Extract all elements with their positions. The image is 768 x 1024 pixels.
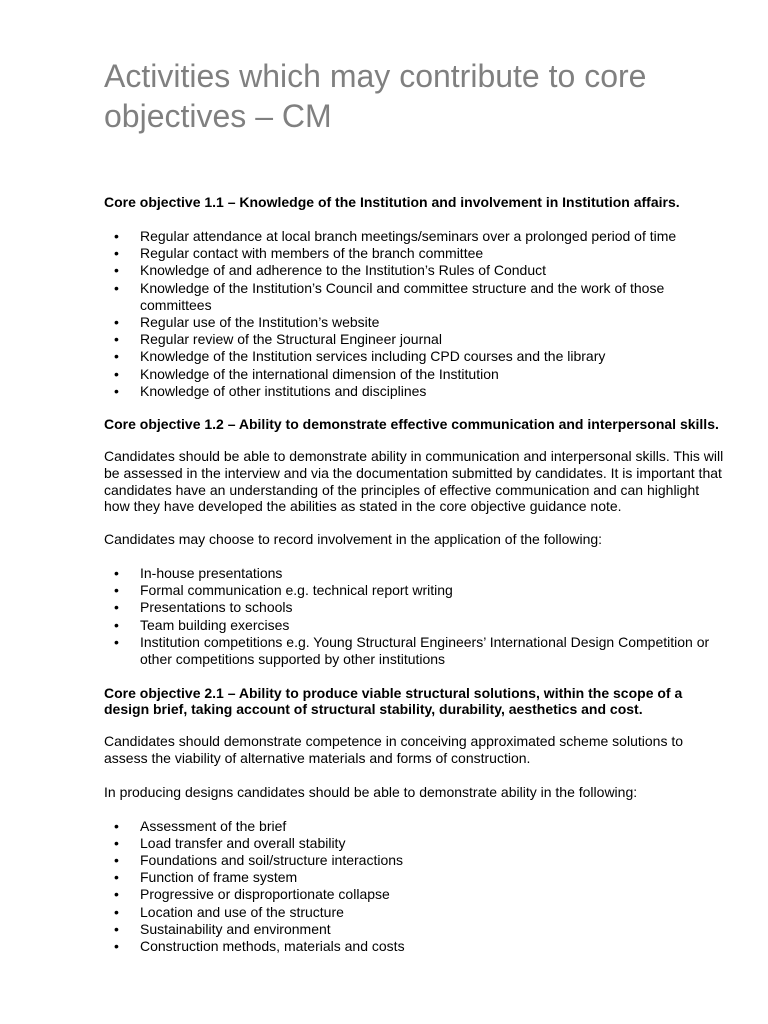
bullet-icon: • [114, 348, 119, 365]
bullet-icon: • [114, 314, 119, 331]
list-item: • Assessment of the brief [114, 817, 287, 834]
body-paragraph: Candidates may choose to record involvement in the application of the following: [104, 531, 603, 548]
body-paragraph: Candidates should be able to demonstrate ability in communication and interpersonal skills. This will be assessed in the interview and via the documentation submitted by candidates. It is important that candidates have an understanding of the principles of effective communication and can highlight how they have developed the abilities as stated in the core objective guidance note. [104, 448, 724, 515]
list-item: • Knowledge of the Institution’s Council and committee structure and the work of those committees [114, 279, 665, 313]
bullet-icon: • [114, 228, 119, 244]
list-item: • Regular contact with members of the branch committee [114, 245, 484, 262]
body-paragraph: Candidates should demonstrate competence in conceiving approximated scheme solutions to assess the viability of alternative materials and forms of construction. [104, 733, 684, 767]
bullet-icon: • [114, 920, 119, 937]
bullet-list [104, 818, 724, 956]
bullet-icon: • [114, 886, 119, 903]
section-core-objective-1-2 [104, 416, 724, 668]
body-paragraph: In producing designs candidates should be able to demonstrate ability in the following: [104, 783, 638, 800]
bullet-icon: • [114, 834, 119, 851]
section-heading: Core objective 1.2 – Ability to demonstrate effective communication and interpersonal skills. [104, 416, 719, 433]
page-title: Activities which may contribute to core objectives – CM [104, 58, 647, 134]
bullet-icon: • [114, 262, 119, 279]
section-heading: Core objective 1.1 – Knowledge of the Institution and involvement in Institution affairs. [104, 194, 680, 210]
list-item: • Formal communication e.g. technical report writing [114, 582, 453, 599]
list-item: • Knowledge of the Institution services including CPD courses and the library [114, 348, 606, 365]
list-item: • Regular review of the Structural Engineer journal [114, 331, 442, 348]
list-item: • Load transfer and overall stability [114, 834, 346, 851]
bullet-icon: • [114, 565, 119, 582]
bullet-icon: • [114, 633, 119, 650]
list-item: • Presentations to schools [114, 599, 293, 616]
list-item: • Foundations and soil/structure interactions [114, 852, 404, 869]
list-item: • Team building exercises [114, 616, 290, 633]
bullet-icon: • [114, 382, 119, 399]
list-item: • Regular attendance at local branch meetings/seminars over a prolonged period of time [114, 228, 677, 244]
bullet-icon: • [114, 245, 119, 262]
section-heading: Core objective 2.1 – Ability to produce viable structural solutions, within the scope of a design brief, taking account of structural stability, durability, aesthetics and cost. [104, 685, 683, 718]
list-item: • Institution competitions e.g. Young Structural Engineers’ International Design Competition or other competitions supported by other institutions [114, 633, 710, 668]
list-item: • Knowledge of the international dimension of the Institution [114, 365, 499, 382]
bullet-icon: • [114, 279, 119, 296]
bullet-icon: • [114, 331, 119, 348]
bullet-icon: • [114, 582, 119, 599]
section-core-objective-1-1 [104, 194, 724, 400]
list-item: • Knowledge of and adherence to the Institution’s Rules of Conduct [114, 262, 547, 279]
list-item: • Location and use of the structure [114, 903, 344, 920]
bullet-icon: • [114, 365, 119, 382]
document-page [104, 56, 724, 955]
bullet-list [104, 565, 724, 668]
bullet-icon: • [114, 599, 119, 616]
bullet-list [104, 228, 724, 400]
list-item: • Function of frame system [114, 869, 298, 886]
list-item: • Regular use of the Institution’s website [114, 314, 380, 331]
bullet-icon: • [114, 903, 119, 920]
bullet-icon: • [114, 817, 119, 834]
section-core-objective-2-1 [104, 685, 724, 955]
bullet-icon: • [114, 938, 119, 955]
list-item: • Progressive or disproportionate collapse [114, 886, 390, 903]
list-item: • Knowledge of other institutions and disciplines [114, 382, 427, 399]
bullet-icon: • [114, 869, 119, 886]
bullet-icon: • [114, 616, 119, 633]
list-item: • Construction methods, materials and costs [114, 938, 405, 955]
list-item: • In-house presentations [114, 565, 283, 582]
list-item: • Sustainability and environment [114, 920, 331, 937]
bullet-icon: • [114, 852, 119, 869]
